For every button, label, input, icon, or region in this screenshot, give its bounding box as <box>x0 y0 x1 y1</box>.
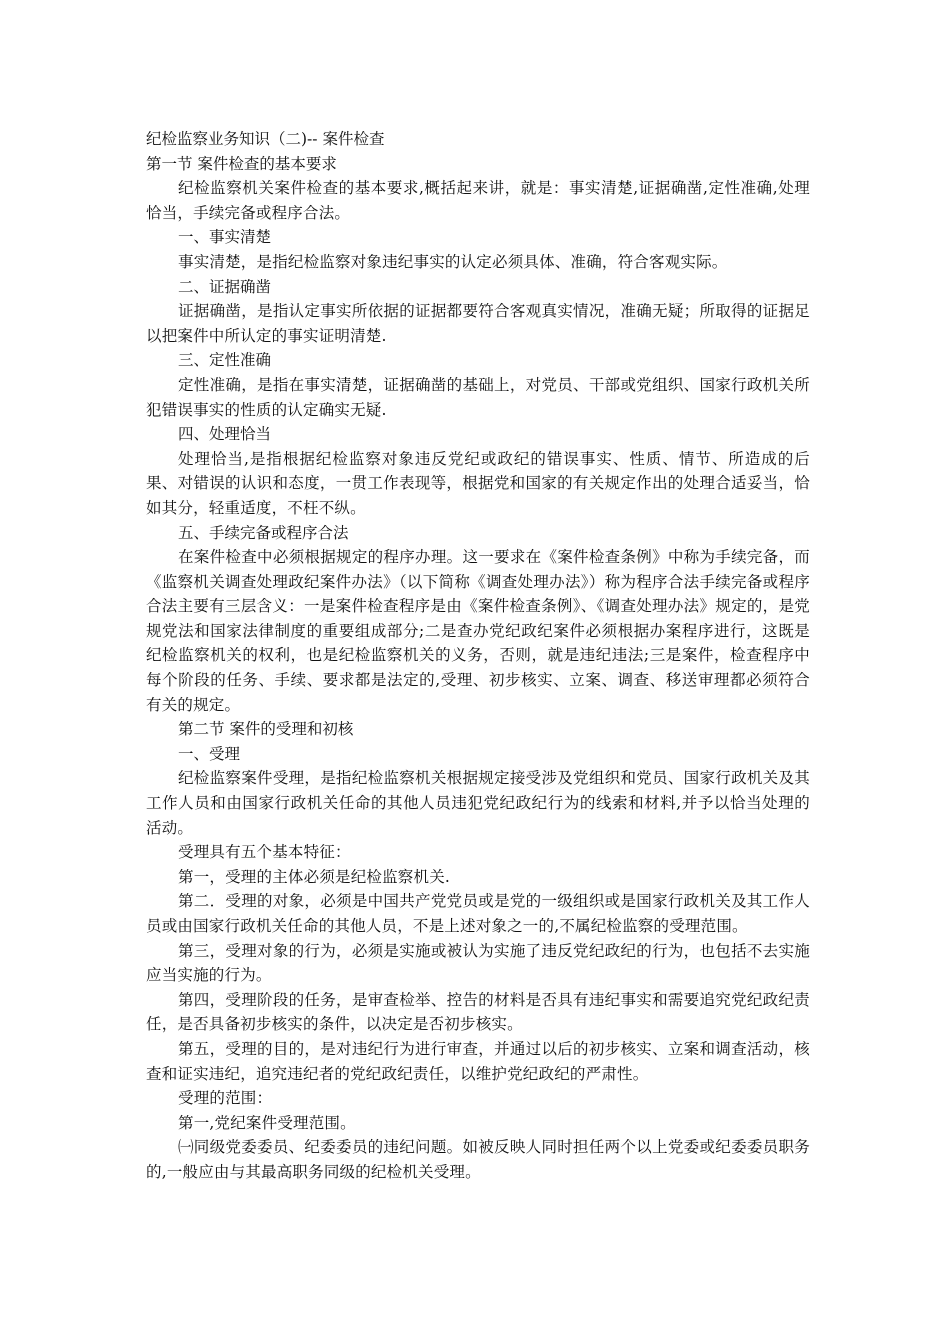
paragraph: 受理具有五个基本特征： <box>178 843 351 862</box>
paragraph: 在案件检查中必须根据规定的程序办理。这一要求在《案件检查条例》中称为手续完备，而《监察机关调查处理政纪案件办法》（以下简称《调查处理办法》）称为程序合法手续完备或程序合法主要有三层含义：一是案件检查程序是由《案件检查条例》、《调查处理办法》规定的，是党规党法和国家法律制度的重要组成部分;二是查办党纪政纪案件必须根据办案程序进行，这既是纪检监察机关的权利，也是纪检监察机关的义务，否则，就是违纪违法;三是案件，检查程序中每个阶段的任务、手续、要求都是法定的,受理、初步核实、立案、调查、移送审理都必须符合有关的规定。 <box>146 548 810 714</box>
paragraph: 第一，受理的主体必须是纪检监察机关. <box>178 867 451 886</box>
paragraph: 第五，受理的目的，是对违纪行为进行审查，并通过以后的初步核实、立案和调查活动，核查和证实违纪，追究违纪者的党纪政纪责任，以维护党纪政纪的严肃性。 <box>146 1039 810 1083</box>
subheading: 四、处理恰当 <box>178 425 272 444</box>
paragraph: 受理的范围： <box>178 1089 273 1108</box>
subheading: 一、事实清楚 <box>178 228 272 247</box>
paragraph: 第三，受理对象的行为，必须是实施或被认为实施了违反党纪政纪的行为，也包括不去实施应当实施的行为。 <box>146 941 810 985</box>
paragraph: 第二．受理的对象，必须是中国共产党党员或是党的一级组织或是国家行政机关及其工作人员或由国家行政机关任命的其他人员，不是上述对象之一的,不属纪检监察的受理范围。 <box>146 892 810 935</box>
document-title: 纪检监察业务知识（二)-- 案件检查 <box>146 130 385 148</box>
document-page <box>146 127 810 1185</box>
paragraph: 第四，受理阶段的任务，是审查检举、控告的材料是否具有违纪事实和需要追究党纪政纪责任，是否具备初步核实的条件，以决定是否初步核实。 <box>146 990 810 1034</box>
paragraph: ㈠同级党委委员、纪委委员的违纪问题。如被反映人同时担任两个以上党委或纪委委员职务的,一般应由与其最高职务同级的纪检机关受理。 <box>146 1138 810 1181</box>
section-2-title: 第二节 案件的受理和初核 <box>178 720 354 739</box>
paragraph: 证据确凿，是指认定事实所依据的证据都要符合客观真实情况，准确无疑；所取得的证据足以把案件中所认定的事实证明清楚. <box>146 302 810 345</box>
paragraph: 纪检监察机关案件检查的基本要求,概括起来讲，就是：事实清楚,证据确凿,定性准确,处理恰当，手续完备或程序合法。 <box>146 179 810 222</box>
paragraph: 纪检监察案件受理，是指纪检监察机关根据规定接受涉及党组织和党员、国家行政机关及其工作人员和由国家行政机关任命的其他人员违犯党纪政纪行为的线索和材料,并予以恰当处理的活动。 <box>146 769 810 837</box>
paragraph: 第一,党纪案件受理范围。 <box>178 1113 356 1132</box>
paragraph: 处理恰当,是指根据纪检监察对象违反党纪或政纪的错误事实、性质、情节、所造成的后果、对错误的认识和态度，一贯工作表现等，根据党和国家的有关规定作出的处理合适妥当，恰如其分，轻重适度，不枉不纵。 <box>146 449 810 517</box>
paragraph: 事实清楚，是指纪检监察对象违纪事实的认定必须具体、准确，符合客观实际。 <box>178 252 728 271</box>
section-1-title: 第一节 案件检查的基本要求 <box>146 154 337 173</box>
subheading: 五、手续完备或程序合法 <box>178 523 349 542</box>
subheading: 一、受理 <box>178 744 241 763</box>
paragraph: 定性准确，是指在事实清楚，证据确凿的基础上，对党员、干部或党组织、国家行政机关所犯错误事实的性质的认定确实无疑. <box>146 375 810 419</box>
subheading: 三、定性准确 <box>178 351 272 370</box>
subheading: 二、证据确凿 <box>178 277 272 296</box>
